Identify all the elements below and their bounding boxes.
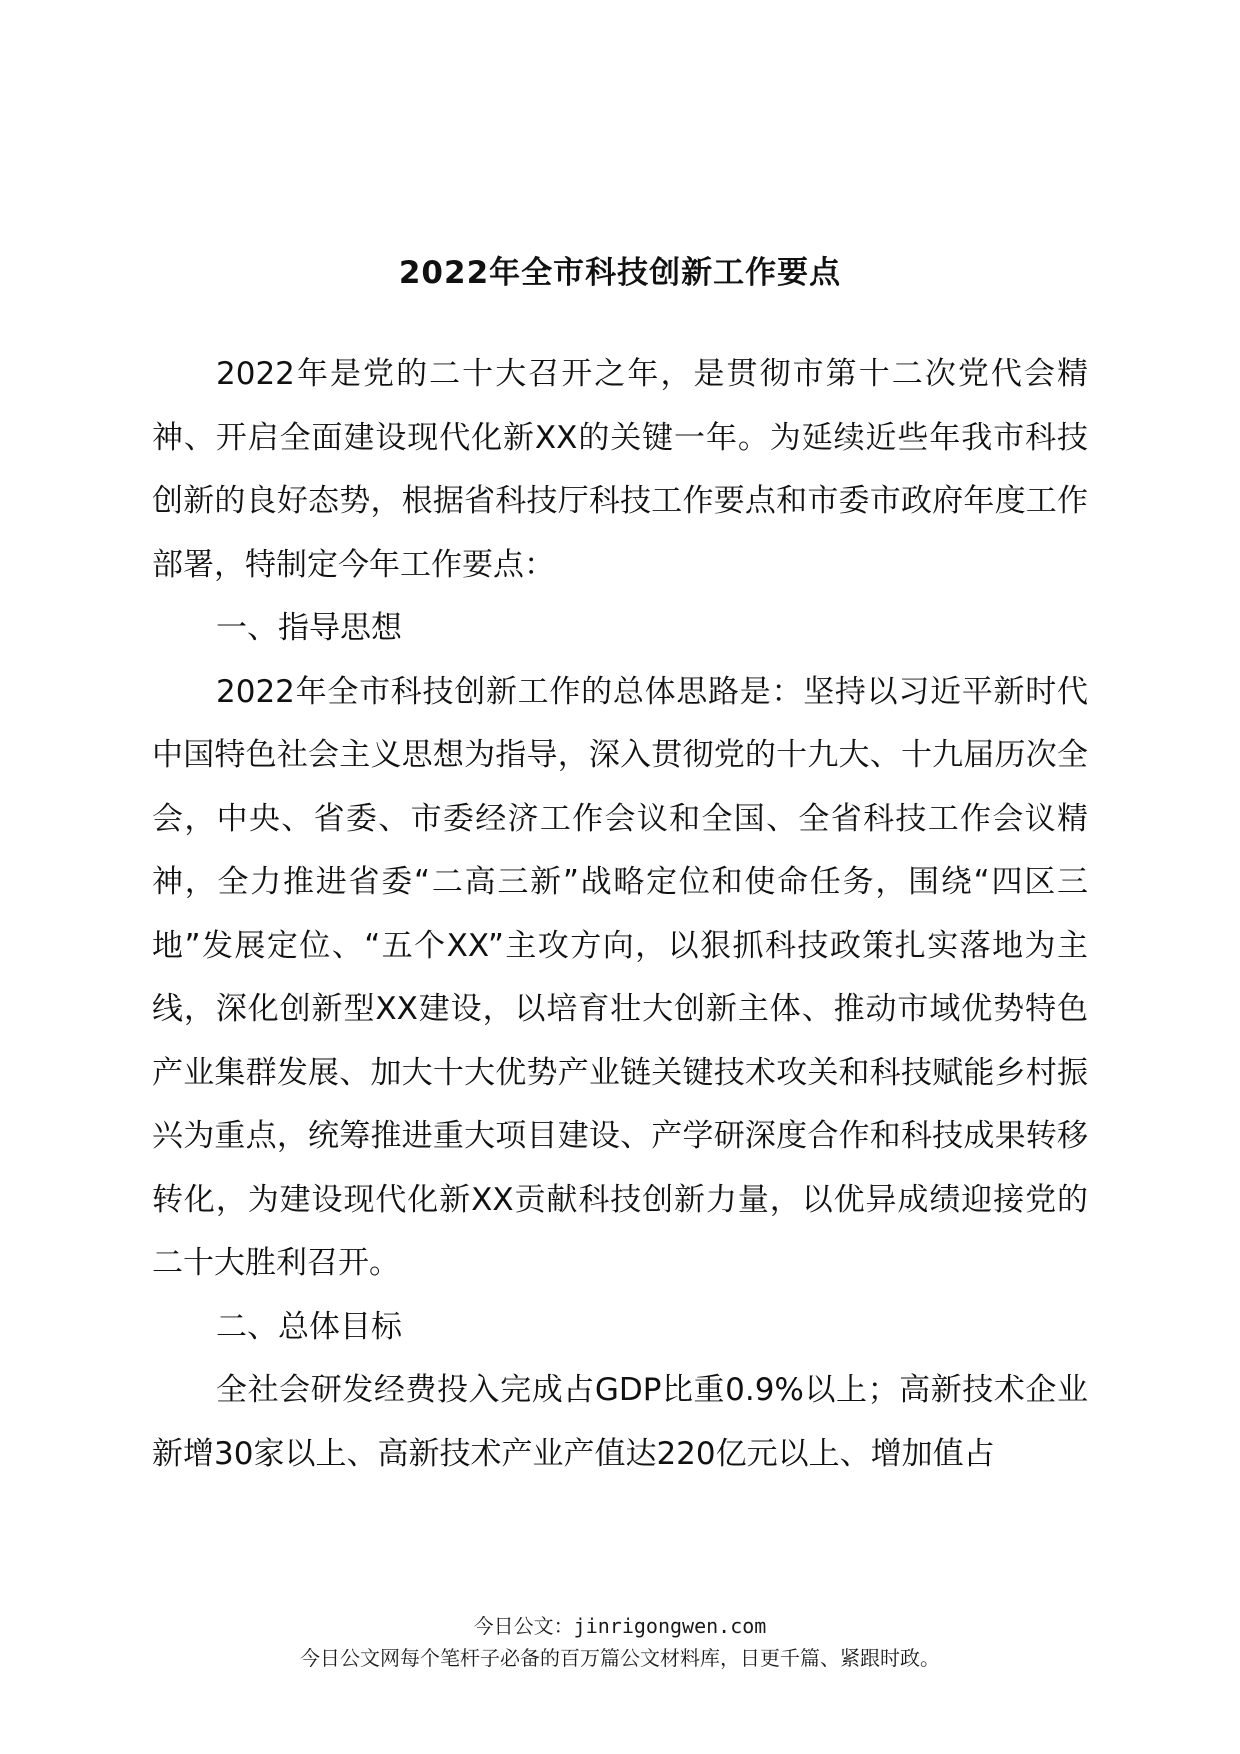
footer-site-line [0, 1610, 1240, 1642]
guiding-ideology-paragraph: 2022年全市科技创新工作的总体思路是：坚持以习近平新时代中国特色社会主义思想为指导，深入贯彻党的十九大、十九届历次全会，中央、省委、市委经济工作会议和全国、全省科技工作会议精神，全力推进省委“二高三新”战略定位和使命任务，围绕“四区三地”发展定位、“五个XX”主攻方向，以狠抓科技政策扎实落地为主线，深化创新型XX建设，以培育壮大创新主体、推动市域优势特色产业集群发展、加大十大优势产业链关键技术攻关和科技赋能乡村振兴为重点，统筹推进重大项目建设、产学研深度合作和科技成果转移转化，为建设现代化新XX贡献科技创新力量，以优异成绩迎接党的二十大胜利召开。 [152, 673, 1088, 1281]
overall-goals-paragraph: 全社会研发经费投入完成占GDP比重0.9%以上；高新技术企业新增30家以上、高新技术产业产值达220亿元以上、增加值占 [152, 1372, 1088, 1472]
document-body [152, 343, 1088, 1486]
footer-label: 今日公文： [473, 1614, 574, 1638]
intro-paragraph: 2022年是党的二十大召开之年，是贯彻市第十二次党代会精神、开启全面建设现代化新XX的关键一年。为延续近些年我市科技创新的良好态势，根据省科技厅科技工作要点和市委市政府年度工作部署，特制定今年工作要点： [152, 356, 1088, 583]
document-title: 2022年全市科技创新工作要点 [398, 255, 842, 291]
section-heading-overall-goals: 二、总体目标 [216, 1308, 402, 1345]
page-footer [0, 1610, 1240, 1674]
footer-site-link[interactable]: jinrigongwen.com [573, 1614, 767, 1638]
section-heading-guiding-ideology: 一、指导思想 [216, 610, 402, 646]
footer-tagline: 今日公文网每个笔杆子必备的百万篇公文材料库，日更千篇、紧跟时政。 [300, 1646, 940, 1670]
